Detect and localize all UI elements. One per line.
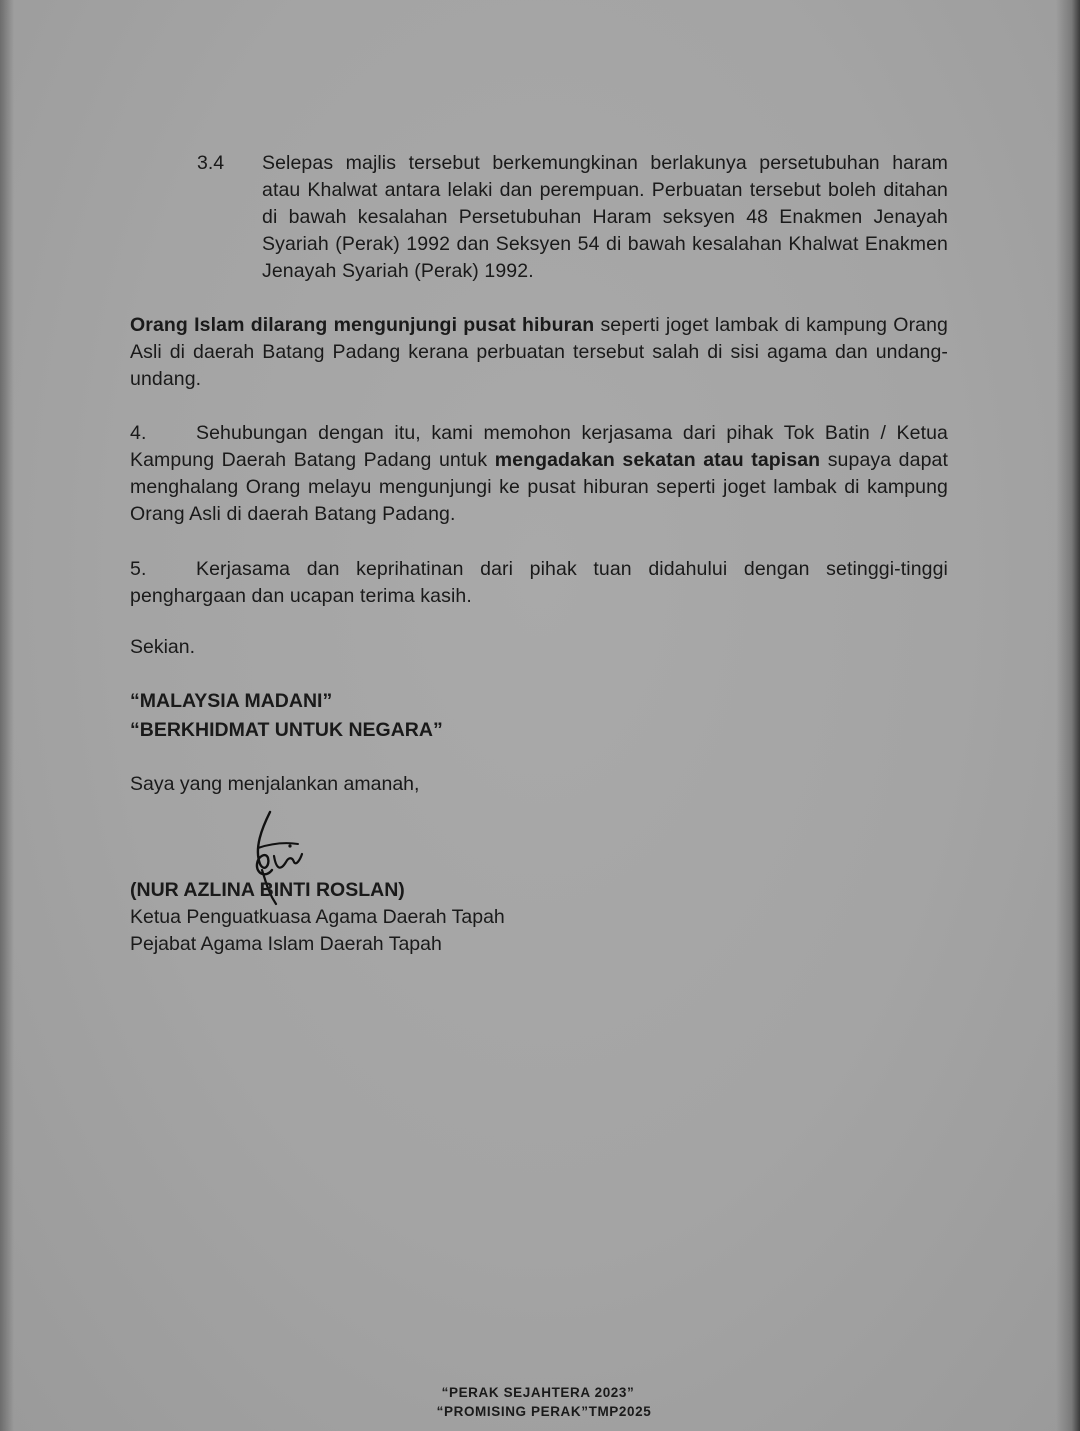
paragraph-number-5: 5. [130, 558, 147, 580]
paragraph-number-4: 4. [130, 422, 147, 444]
sign-off-text: Saya yang menjalankan amanah, [130, 773, 420, 795]
paragraph-4-text-before: Sehubungan dengan itu, kami memohon kerjasama dari pihak Tok Batin / Ketua Kampung Daerah Batang Padang untuk [130, 422, 948, 471]
paragraph-5-text: Kerjasama dan keprihatinan dari pihak tuan didahului dengan setinggi-tinggi penghargaan dan ucapan terima kasih. [130, 558, 948, 607]
closing-text: Sekian. [130, 636, 196, 658]
paragraph-4 [130, 420, 948, 528]
paragraph-5 [130, 556, 948, 610]
slogan-malaysia-madani: “MALAYSIA MADANI” [130, 690, 333, 712]
paragraph-4-bold: mengadakan sekatan atau tapisan [494, 449, 821, 471]
slogan-berkhidmat: “BERKHIDMAT UNTUK NEGARA” [130, 719, 443, 741]
signatory-position: Ketua Penguatkuasa Agama Daerah Tapah [130, 906, 505, 928]
paragraph-muslim-prohibition-text: seperti joget lambak di kampung Orang Asli di daerah Batang Padang kerana perbuatan tersebut salah di sisi agama dan undang-undang. [130, 314, 948, 390]
paragraph-3-4: Selepas majlis tersebut berkemungkinan berlakunya persetubuhan haram atau Khalwat antara lelaki dan perempuan. Perbuatan tersebut boleh ditahan di bawah kesalahan Persetubuhan Haram seksyen 48 Enakmen Jenayah Syariah (Perak) 1992 dan Seksyen 54 di bawah kesalahan Khalwat Enakmen Jenayah Syariah (Perak) 1992. [262, 152, 948, 282]
signatory-office: Pejabat Agama Islam Daerah Tapah [130, 933, 442, 955]
paragraph-4-text-after: supaya dapat menghalang Orang melayu mengunjungi ke pusat hiburan seperti joget lambak di kampung Orang Asli di daerah Batang Padang. [130, 449, 948, 525]
paragraph-muslim-prohibition-bold: Orang Islam dilarang mengunjungi pusat hiburan [130, 314, 595, 336]
page-edge-shadow-left [0, 0, 14, 1431]
paragraph-number-3-4: 3.4 [197, 152, 225, 174]
paragraph-muslim-prohibition [130, 312, 948, 393]
signatory-name: (NUR AZLINA BINTI ROSLAN) [130, 879, 405, 901]
footer-promising-perak: “PROMISING PERAK”TMP2025 [436, 1404, 652, 1419]
page-edge-shadow-right [1056, 0, 1080, 1431]
footer-perak-sejahtera: “PERAK SEJAHTERA 2023” [441, 1385, 635, 1400]
